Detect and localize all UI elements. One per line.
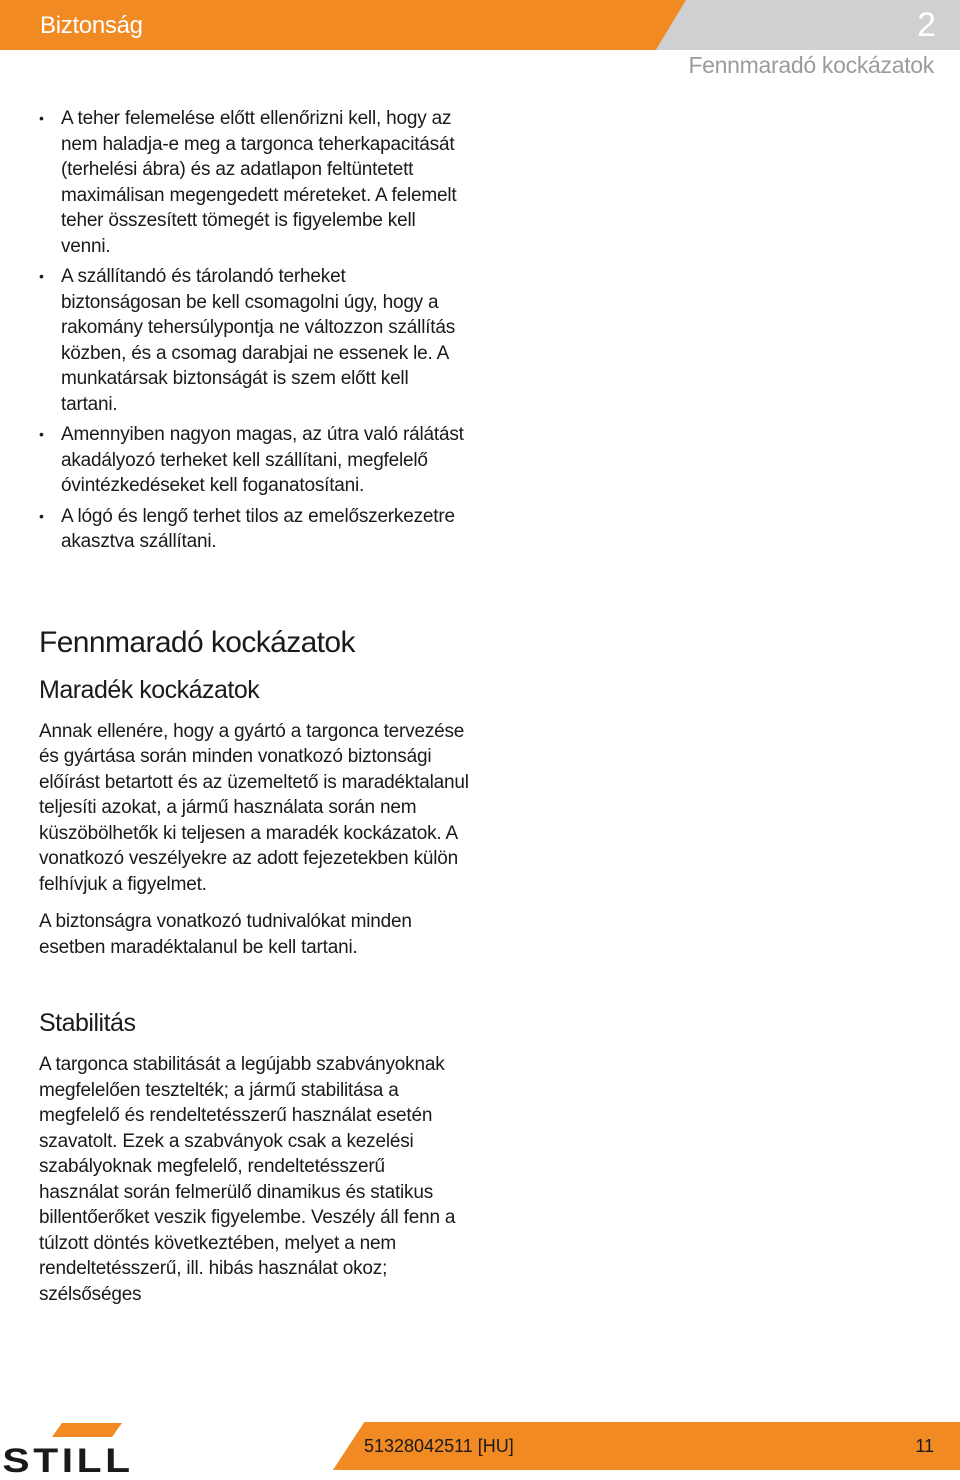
list-item-text: Amennyiben nagyon magas, az útra való rálátást akadályozó terheket kell szállítani, megfelelő óvintézkedéseket kell foganatosítani.	[61, 424, 464, 496]
list-item	[39, 504, 469, 555]
page-content	[39, 106, 469, 1307]
footer-document-number: 51328042511 [HU]	[364, 1436, 514, 1456]
residual-risks-paragraph-1: Annak ellenére, hogy a gyártó a targonca tervezése és gyártása során minden vonatkozó biztonsági előírást betartott és az üzemeltető is maradéktalanul teljesíti azokat, a jármű használata során nem küszöbölhetők ki teljesen a maradék kockázatok. A vonatkozó veszélyekre az adott fejezetekben külön felhívjuk a figyelmet.	[39, 720, 469, 895]
list-item	[39, 422, 469, 499]
list-item-text: A szállítandó és tárolandó terheket biztonságosan be kell csomagolni úgy, hogy a rakomány tehersúlypontja ne változzon szállítás közben, és a csomag darabjai ne essenek le. A munkatársak biztonságát is szem előtt kell tartani.	[61, 266, 456, 415]
residual-risks-paragraph-2: A biztonságra vonatkozó tudnivalókat minden esetben maradéktalanul be kell tartani.	[39, 911, 412, 958]
header-subtitle: Fennmaradó kockázatok	[688, 52, 934, 78]
list-item	[39, 264, 469, 417]
bullet-icon: •	[39, 507, 44, 524]
still-logo	[0, 1420, 180, 1476]
logo-wordmark: STILL	[2, 1441, 134, 1476]
header-gray-band	[652, 0, 960, 50]
list-item	[39, 106, 469, 259]
stability-heading: Stabilitás	[39, 1009, 136, 1037]
safety-bullet-list	[39, 106, 469, 555]
bullet-icon: •	[39, 426, 44, 442]
footer-page-number: 11	[915, 1436, 934, 1456]
logo-orange-slash	[52, 1423, 122, 1437]
bullet-icon: •	[39, 110, 44, 126]
section-title: Fennmaradó kockázatok	[39, 625, 355, 659]
list-item-text: A teher felemelése előtt ellenőrizni kell, hogy az nem haladja-e meg a targonca teherkapacitását (terhelési ábra) és az adatlapon feltüntetett maximálisan megengedett méreteket. A felemelt teher összesített tömegét is figyelembe kell venni.	[61, 108, 457, 257]
stability-paragraph: A targonca stabilitását a legújabb szabványoknak megfelelően tesztelték; a jármű stabilitása a megfelelő és rendeltetésszerű használat esetén szavatolt. Ezek a szabványok csak a kezelési szabályoknak megfelelő, rendeltetésszerű használat során felmerülő dinamikus és statikus billentőerőket veszik figyelembe. Veszély áll fenn a túlzott döntés következtében, melyet a nem rendeltetésszerű, ill. hibás használat okoz; szélsőséges	[39, 1054, 456, 1305]
residual-risks-heading: Maradék kockázatok	[39, 675, 260, 704]
header-section-title: Biztonság	[40, 12, 143, 39]
bullet-icon: •	[39, 268, 44, 284]
list-item-text: A lógó és lengő terhet tilos az emelőszerkezetre akasztva szállítani.	[61, 505, 455, 552]
header-chapter-number: 2	[917, 6, 936, 44]
